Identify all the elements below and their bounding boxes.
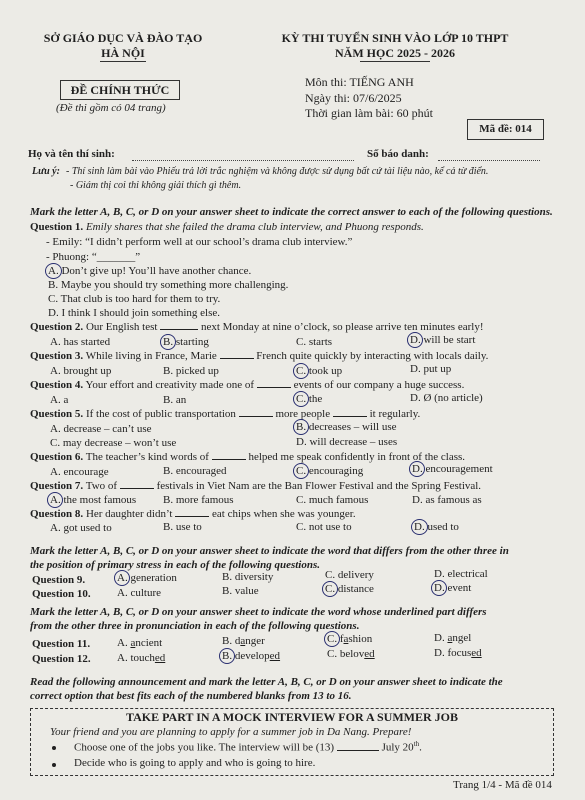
- question-3-option-d[interactable]: D. put up: [410, 363, 452, 375]
- question-10-option-b[interactable]: B. value: [222, 585, 259, 597]
- blank: [337, 750, 379, 751]
- dept-line1: SỞ GIÁO DỤC VÀ ĐÀO TẠO: [43, 31, 203, 45]
- answer-mark-circle: [293, 419, 309, 435]
- question-8-stem-a: Her daughter didn’t: [85, 508, 173, 520]
- question-7-option-a[interactable]: A. the most famous: [50, 494, 137, 506]
- question-2-stem-b: next Monday at nine o’clock, so please arrive ten minutes early!: [200, 321, 484, 333]
- option-prefix: B. d: [222, 635, 241, 647]
- question-4-option-c[interactable]: C. the: [296, 393, 323, 405]
- question-1-option-d[interactable]: D. I think I should join something else.: [48, 307, 221, 319]
- question-3-option-b[interactable]: B. picked up: [163, 365, 219, 377]
- blank: [257, 387, 291, 388]
- answer-mark-circle: [324, 631, 340, 647]
- question-7-stem-b: festivals in Viet Nam are the Ban Flower Festival and the Spring Festival.: [156, 480, 482, 492]
- question-11-label: Question 11.: [32, 638, 91, 650]
- question-4-option-d[interactable]: D. Ø (no article): [410, 392, 483, 404]
- question-10-label: Question 10.: [32, 588, 91, 600]
- question-4-option-a[interactable]: A. a: [50, 394, 69, 406]
- answer-mark-circle: [409, 461, 425, 477]
- option-prefix: C. f: [327, 633, 344, 645]
- answer-mark-circle: [160, 334, 176, 350]
- question-6-label: Question 6.: [30, 451, 84, 463]
- question-5-stem-c: it regularly.: [369, 408, 421, 420]
- underlined-part: a: [240, 635, 246, 647]
- question-4: [30, 379, 464, 391]
- exam-title-line2: NĂM HỌC 2025 - 2026: [335, 46, 455, 60]
- question-5: [30, 408, 420, 420]
- question-9-option-a[interactable]: A. generation: [117, 572, 177, 584]
- option-prefix: A. touch: [117, 652, 155, 664]
- underlined-part: ed: [269, 650, 281, 662]
- announcement-bullet-1: [74, 740, 422, 754]
- answer-mark-circle: [407, 332, 423, 348]
- question-7-stem-a: Two of: [85, 480, 118, 492]
- question-8-stem-b: eat chips when she was younger.: [212, 508, 356, 520]
- question-1-option-b[interactable]: B. Maybe you should try something more challenging.: [48, 279, 289, 291]
- notes-label: Lưu ý:: [32, 166, 60, 177]
- question-8-option-a[interactable]: A. got used to: [50, 522, 112, 534]
- question-4-stem-b: events of our company a huge success.: [293, 379, 465, 391]
- question-6-option-a[interactable]: A. encourage: [50, 466, 109, 478]
- question-9-option-d[interactable]: D. electrical: [434, 568, 488, 580]
- question-5-option-d[interactable]: D. will decrease – uses: [296, 436, 398, 448]
- underlined-part: a: [343, 633, 349, 645]
- question-1-emily: - Emily: “I didn’t perform well at our school’s drama club interview.”: [46, 236, 353, 248]
- answer-mark-circle: [431, 580, 447, 596]
- question-3-stem-a: While living in France, Marie: [85, 350, 217, 362]
- official-stamp: [60, 80, 180, 100]
- question-1: [30, 221, 424, 233]
- question-2-option-c[interactable]: C. starts: [296, 336, 333, 348]
- question-5-stem-a: If the cost of public transportation: [85, 408, 236, 420]
- question-7-label: Question 7.: [30, 480, 84, 492]
- blank: [220, 358, 254, 359]
- answer-mark-circle: [114, 570, 130, 586]
- question-2-option-d[interactable]: D. will be start: [410, 334, 476, 346]
- question-1-option-c[interactable]: C. That club is too hard for them to try.: [48, 293, 221, 305]
- question-11-option-b[interactable]: [222, 635, 265, 647]
- question-5-option-b[interactable]: B. decreases – will use: [296, 421, 397, 433]
- question-6-option-c[interactable]: C. encouraging: [296, 465, 364, 477]
- question-4-stem-a: Your effort and creativity made one of: [85, 379, 255, 391]
- blank: [239, 416, 273, 417]
- underlined-part: ed: [471, 647, 482, 659]
- announcement-bullet-2: Decide who is going to apply and who is going to hire.: [74, 757, 316, 769]
- duration: Thời gian làm bài: 60 phút: [305, 106, 433, 120]
- section2-instruction-line1: Mark the letter A, B, C, or D on your answer sheet to indicate the word that differs from the other three in: [30, 545, 509, 557]
- question-12-option-d[interactable]: [434, 647, 482, 659]
- section1-instruction: Mark the letter A, B, C, or D on your answer sheet to indicate the correct answer to each of the following questions.: [30, 206, 553, 218]
- option-prefix: C. belov: [327, 648, 365, 660]
- question-9-label: Question 9.: [32, 574, 86, 586]
- question-1-stem: Emily shares that she failed the drama club interview, and Phuong responds.: [85, 221, 424, 233]
- question-10-option-d[interactable]: D. event: [434, 582, 472, 594]
- answer-mark-circle: [45, 263, 62, 279]
- question-4-option-b[interactable]: B. an: [163, 394, 187, 406]
- option-prefix: A.: [117, 637, 131, 649]
- section4-instruction-line2: correct option that best fits each of the numbered blanks from 13 to 16.: [30, 690, 352, 702]
- option-suffix: shion: [348, 633, 373, 645]
- underlined-part: a: [447, 632, 453, 644]
- question-3: [30, 350, 488, 362]
- candidate-name-label: Họ và tên thí sinh:: [28, 148, 115, 160]
- question-1-phuong: - Phuong: “_______”: [46, 251, 141, 263]
- bullet-1-sup: th: [413, 740, 420, 748]
- question-7-option-c[interactable]: C. much famous: [296, 494, 369, 506]
- subject: Môn thi: TIẾNG ANH: [305, 75, 414, 89]
- notes-line1: - Thí sinh làm bài vào Phiếu trả lời trắc nghiệm và không được sử dụng bất cứ tài liệu nào, kể cả từ điển.: [66, 166, 489, 177]
- question-3-stem-b: French quite quickly by interacting with locals daily.: [256, 350, 489, 362]
- blank: [333, 416, 367, 417]
- announcement-intro: Your friend and you are planning to apply for a summer job in Da Nang. Prepare!: [50, 726, 412, 738]
- answer-mark-circle: [47, 492, 63, 508]
- bullet-1-end: .: [419, 741, 422, 754]
- blank: [120, 488, 154, 489]
- bullet-1-text: Choose one of the jobs you like. The interview will be (13): [74, 741, 335, 754]
- dept-line2: HÀ NỘI: [101, 46, 145, 60]
- option-suffix: ngel: [452, 632, 472, 644]
- blank: [160, 329, 198, 330]
- question-8: [30, 508, 356, 520]
- question-7: [30, 480, 481, 492]
- section3-instruction-line1: Mark the letter A, B, C, or D on your answer sheet to indicate the word whose underlined part differs: [30, 606, 487, 618]
- question-5-option-a[interactable]: A. decrease – can’t use: [50, 423, 152, 435]
- question-2-label: Question 2.: [30, 321, 84, 333]
- candidate-name-field[interactable]: [132, 160, 354, 161]
- question-6-stem-b: helped me speak confidently in front of the class.: [248, 451, 466, 463]
- question-9-option-c[interactable]: C. delivery: [325, 569, 374, 581]
- answer-mark-circle: [293, 463, 309, 479]
- option-suffix: nger: [245, 635, 265, 647]
- answer-mark-circle: [411, 519, 428, 535]
- bullet-1-date: July 20: [381, 741, 414, 754]
- question-5-label: Question 5.: [30, 408, 84, 420]
- official-label: ĐỀ CHÍNH THỨC: [70, 83, 170, 97]
- bullet-icon: [52, 763, 56, 767]
- question-1-option-a[interactable]: A. Don’t give up! You’ll have another chance.: [48, 265, 252, 277]
- answer-mark-circle: [219, 648, 235, 664]
- question-12-option-c[interactable]: [327, 648, 375, 660]
- page-footer: Trang 1/4 - Mã đề 014: [453, 779, 552, 791]
- exam-date: Ngày thi: 07/6/2025: [305, 91, 402, 105]
- exam-code: Mã đề: 014: [479, 123, 532, 135]
- question-3-option-a[interactable]: A. brought up: [50, 365, 112, 377]
- notes-line2: - Giám thị coi thi không giải thích gì thêm.: [70, 180, 242, 191]
- blank: [175, 516, 209, 517]
- question-6-option-b[interactable]: B. encouraged: [163, 465, 227, 477]
- exam-title-line1: KỲ THI TUYỂN SINH VÀO LỚP 10 THPT: [281, 31, 509, 45]
- exam-code-box: [467, 119, 544, 140]
- candidate-id-field[interactable]: [438, 160, 540, 161]
- question-8-option-d[interactable]: D. used to: [414, 521, 459, 533]
- question-8-label: Question 8.: [30, 508, 84, 520]
- question-1-label: Question 1.: [30, 221, 84, 233]
- question-11-option-d[interactable]: [434, 632, 471, 644]
- question-2-option-a[interactable]: A. has started: [50, 336, 111, 348]
- question-9-option-b[interactable]: B. diversity: [222, 571, 274, 583]
- question-12-option-a[interactable]: [117, 652, 165, 664]
- option-prefix: B. develop: [222, 650, 270, 662]
- question-5-option-c[interactable]: C. may decrease – won’t use: [50, 437, 177, 449]
- section3-instruction-line2: from the other three in pronunciation in each of the following questions.: [30, 620, 360, 632]
- question-8-option-b[interactable]: B. use to: [163, 521, 202, 533]
- question-10-option-c[interactable]: C. distance: [325, 583, 374, 595]
- question-6-stem-a: The teacher’s kind words of: [85, 451, 209, 463]
- blank: [212, 459, 246, 460]
- underlined-part: ed: [364, 648, 375, 660]
- question-8-option-c[interactable]: C. not use to: [296, 521, 352, 533]
- question-6-option-d[interactable]: D. encouragement: [412, 463, 493, 475]
- answer-mark-circle: [293, 391, 309, 407]
- answer-mark-circle: [322, 581, 338, 597]
- question-12-label: Question 12.: [32, 653, 91, 665]
- candidate-id-label: Số báo danh:: [367, 148, 429, 160]
- question-2-stem-a: Our English test: [85, 321, 158, 333]
- pages-note: (Đề thi gồm có 04 trang): [56, 102, 166, 114]
- question-4-label: Question 4.: [30, 379, 84, 391]
- question-7-option-d[interactable]: D. as famous as: [412, 494, 482, 506]
- question-10-option-a[interactable]: A. culture: [117, 587, 161, 599]
- option-suffix: ncient: [135, 637, 163, 649]
- header-rule-left: [100, 61, 146, 62]
- question-3-option-c[interactable]: C. took up: [296, 365, 343, 377]
- question-3-label: Question 3.: [30, 350, 84, 362]
- announcement-title: TAKE PART IN A MOCK INTERVIEW FOR A SUMMER JOB: [126, 710, 458, 724]
- bullet-icon: [52, 746, 56, 750]
- underlined-part: a: [130, 637, 136, 649]
- option-prefix: D.: [434, 632, 448, 644]
- question-6: [30, 451, 465, 463]
- option-prefix: D. focus: [434, 647, 472, 659]
- answer-mark-circle: [293, 363, 309, 379]
- header-rule-right: [360, 61, 430, 62]
- question-5-stem-b: more people: [275, 408, 331, 420]
- question-7-option-b[interactable]: B. more famous: [163, 494, 234, 506]
- question-2-option-b[interactable]: B. starting: [163, 336, 209, 348]
- section2-instruction-line2: the position of primary stress in each of the following questions.: [30, 559, 321, 571]
- question-11-option-a[interactable]: [117, 637, 162, 649]
- underlined-part: ed: [154, 652, 166, 664]
- section4-instruction-line1: Read the following announcement and mark the letter A, B, C, or D on your answer sheet to indicate the: [30, 676, 503, 688]
